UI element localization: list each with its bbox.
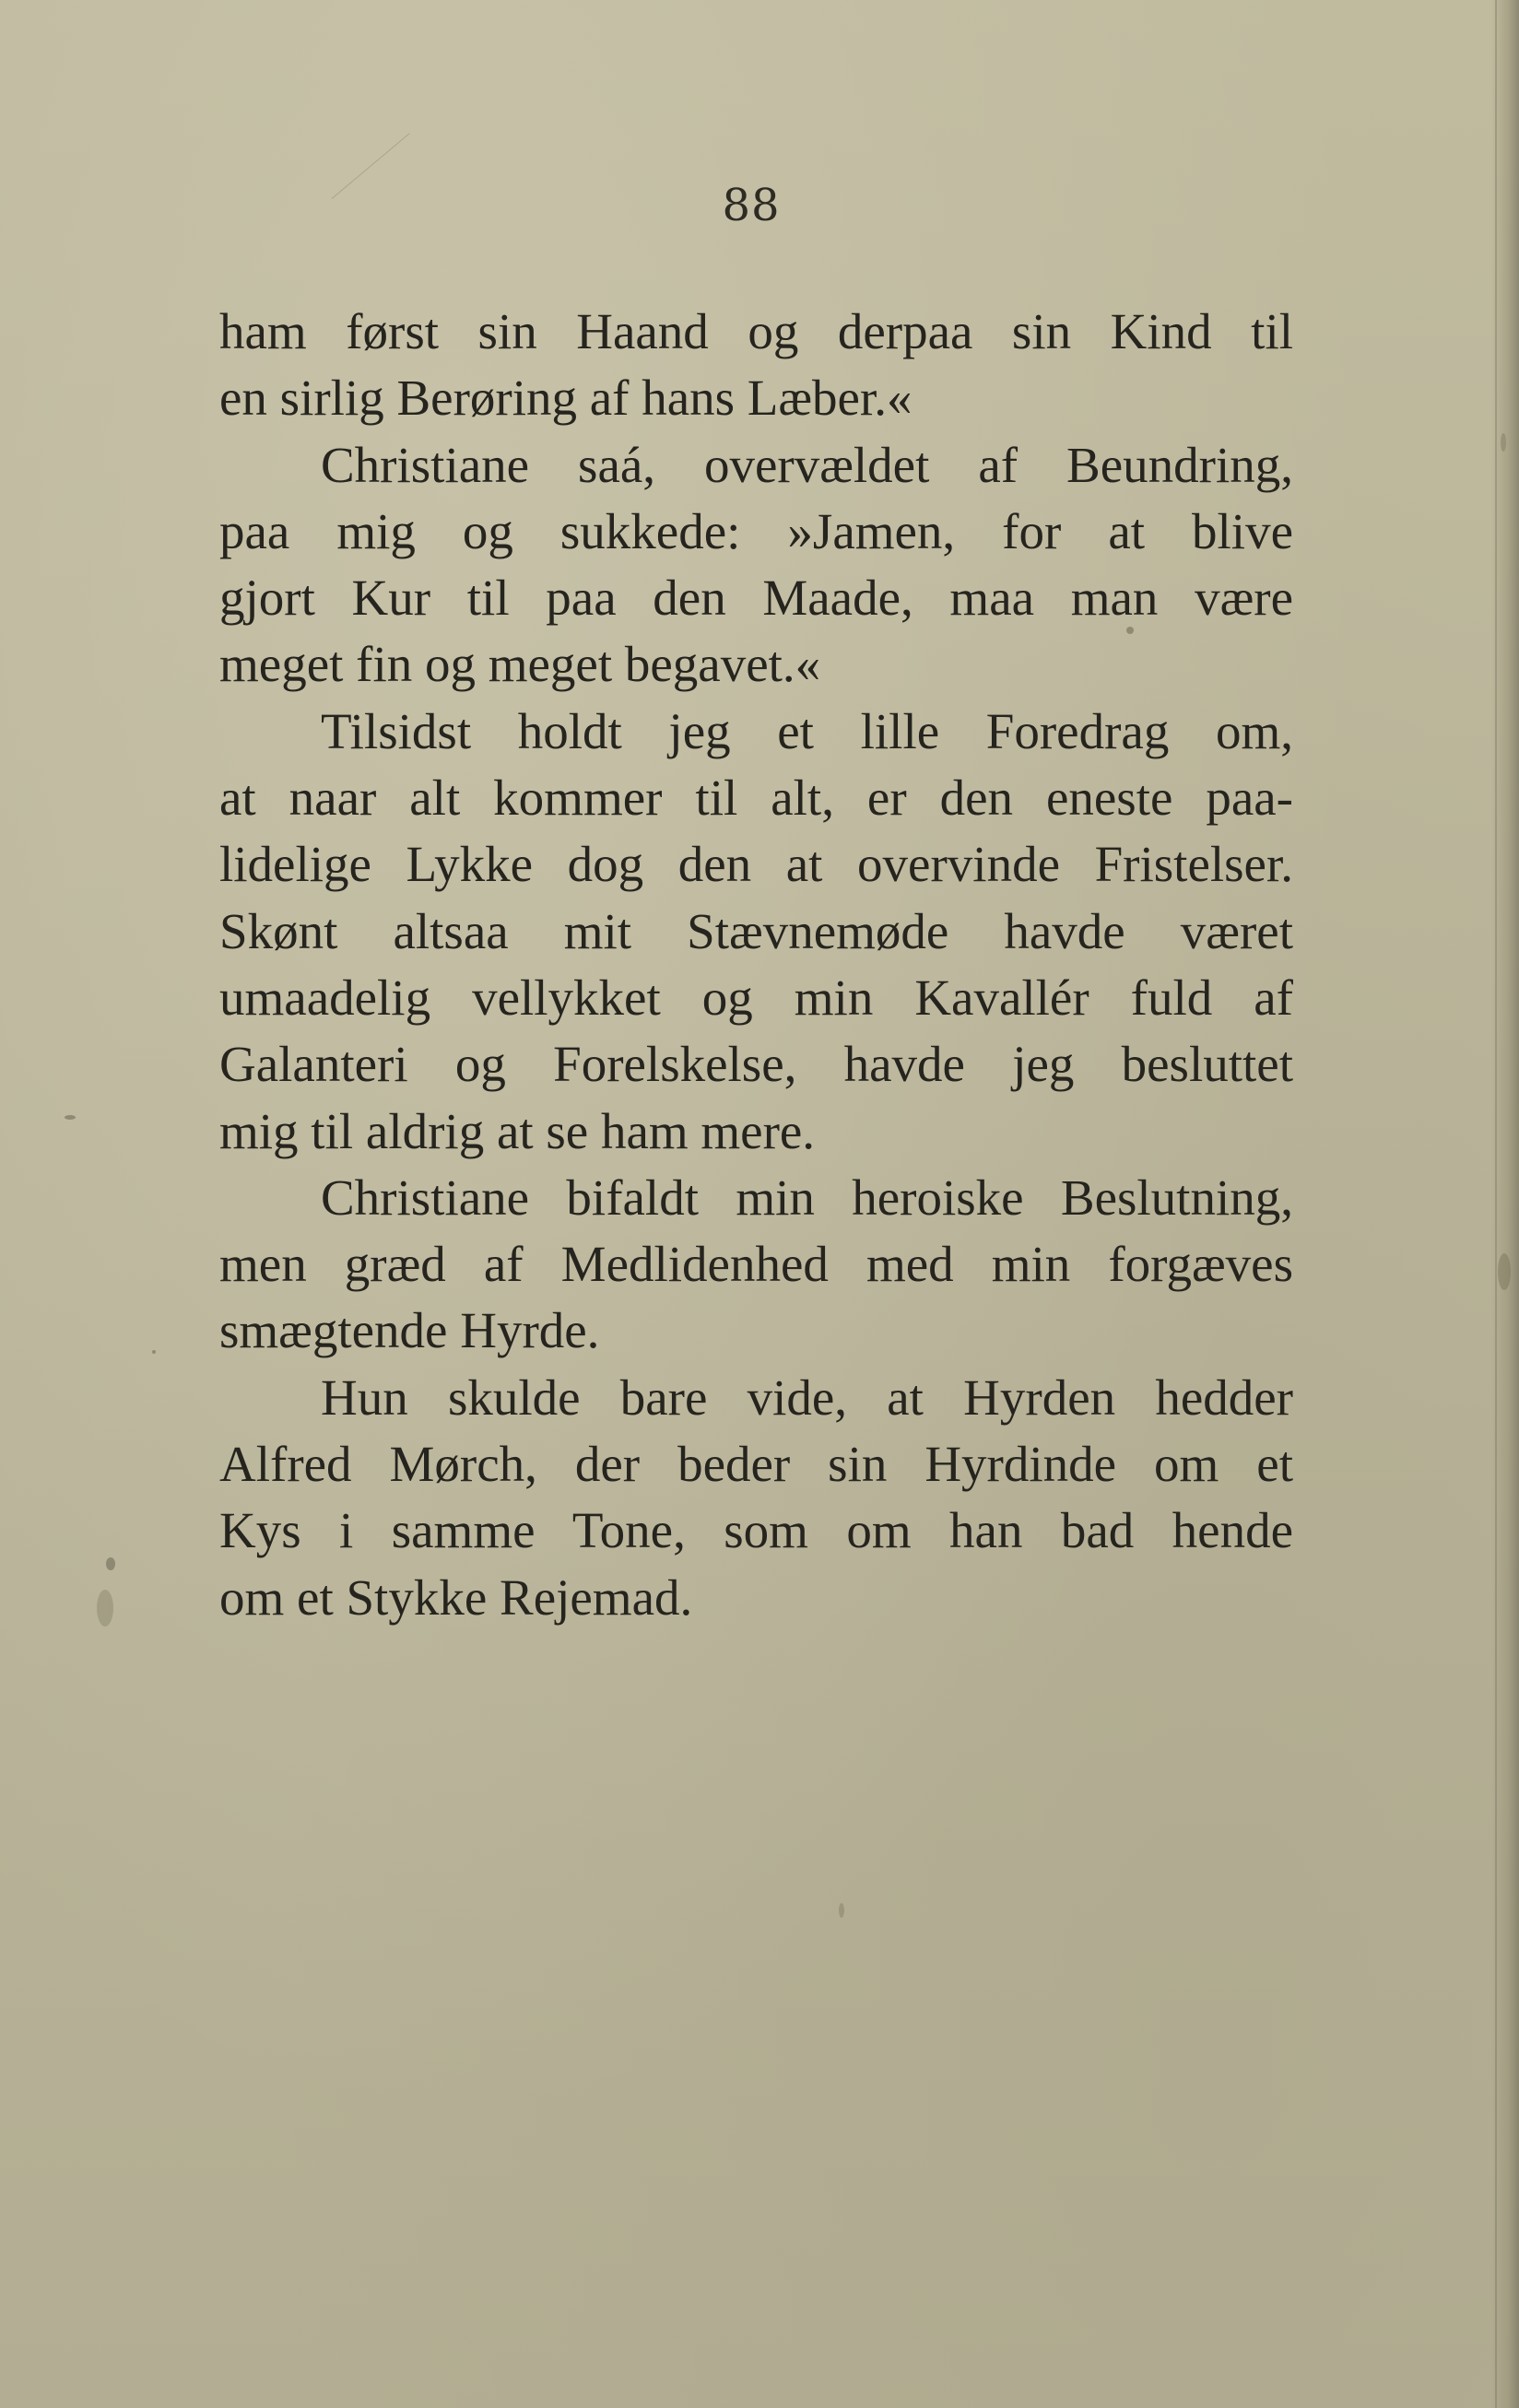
paper-speck	[839, 1903, 844, 1918]
text-line: Kys i samme Tone, som om han bad hende	[219, 1502, 1293, 1559]
text-line: smægtende Hyrde.	[219, 1302, 600, 1359]
text-line: en sirlig Berøring af hans Læber.«	[219, 370, 913, 427]
text-line: Christiane saá, overvældet af Beundring,	[321, 436, 1293, 493]
page-edge-line	[1495, 0, 1497, 2408]
paper-speck	[106, 1557, 115, 1570]
text-line: Hun skulde bare vide, at Hyrden hedder	[321, 1368, 1293, 1426]
text-line: paa mig og sukkede: »Jamen, for at blive	[219, 502, 1293, 559]
text-line: lidelige Lykke dog den at overvinde Fristelser.	[219, 836, 1293, 893]
text-line: om et Stykke Rejemad.	[219, 1568, 693, 1626]
text-line: meget fin og meget begavet.«	[219, 636, 821, 693]
page-number: 88	[722, 180, 781, 231]
paper-speck	[97, 1590, 113, 1627]
paper-speck	[65, 1115, 76, 1120]
body-text	[219, 299, 1293, 1631]
paper-speck	[152, 1350, 156, 1354]
text-line: Skønt altsaa mit Stævnemøde havde været	[219, 902, 1293, 959]
text-line: Galanteri og Forelskelse, havde jeg besluttet	[219, 1036, 1293, 1093]
text-line: mig til aldrig at se ham mere.	[219, 1102, 816, 1159]
text-line: Alfred Mørch, der beder sin Hyrdinde om et	[219, 1436, 1293, 1493]
text-line: ham først sin Haand og derpaa sin Kind til	[219, 303, 1293, 359]
paper-speck	[1498, 1253, 1511, 1290]
text-line: Tilsidst holdt jeg et lille Foredrag om,	[321, 702, 1293, 759]
text-line: Christiane bifaldt min heroiske Beslutning,	[321, 1169, 1293, 1226]
text-line: gjort Kur til paa den Maade, maa man være	[219, 570, 1293, 627]
paper-speck	[1501, 433, 1506, 452]
text-line: umaadelig vellykket og min Kavallér fuld af	[219, 969, 1293, 1026]
text-line: at naar alt kommer til alt, er den eneste paa-	[219, 769, 1293, 827]
text-line: men græd af Medlidenhed med min forgæves	[219, 1236, 1293, 1293]
